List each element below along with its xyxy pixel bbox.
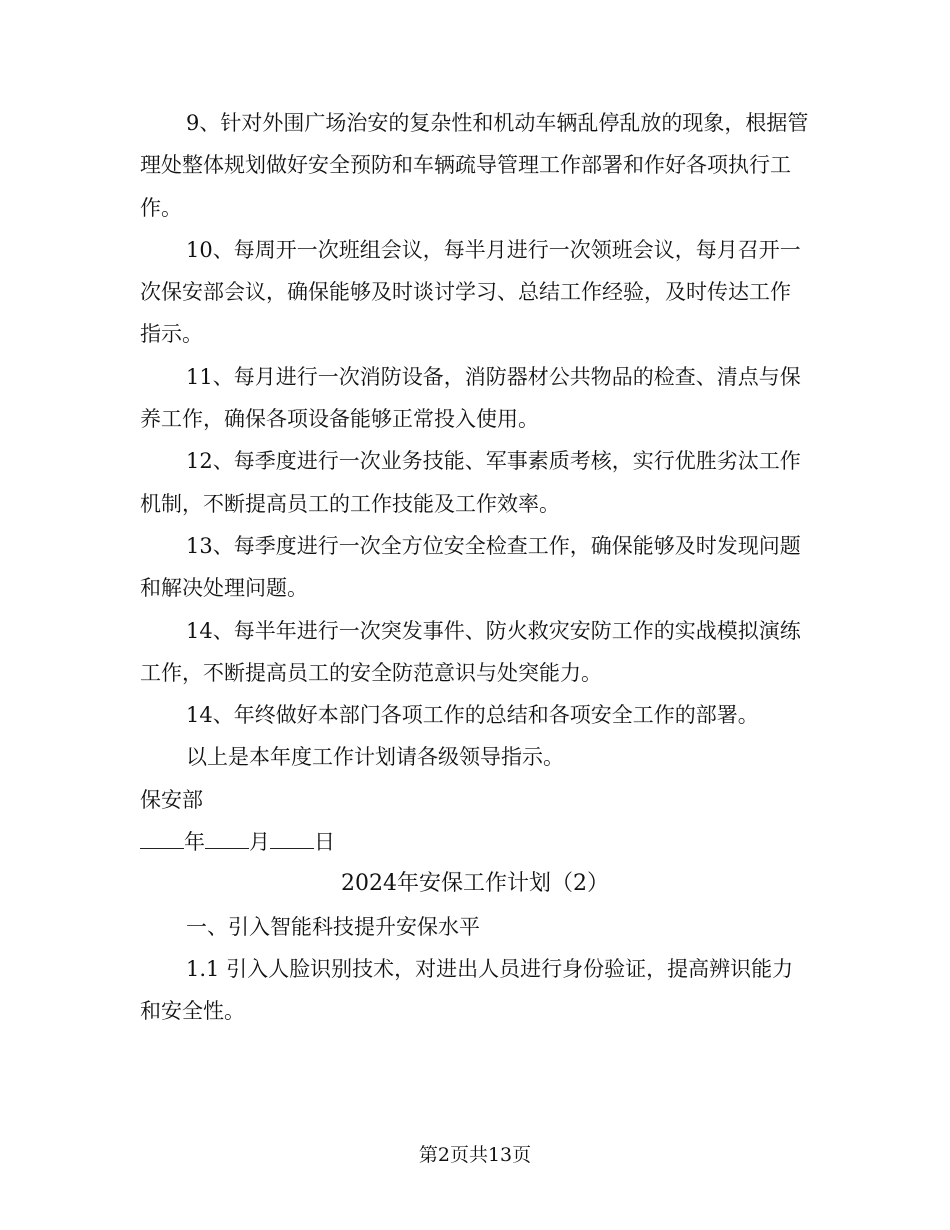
month-label: 月 (249, 830, 270, 855)
section-title: 2024年安保工作计划（2） (341, 871, 609, 897)
paragraph-item-9: 9、针对外围广场治安的复杂性和机动车辆乱停乱放的现象，根据管理处整体规划做好安全预防和车辆疏导管理工作部署和作好各项执行工作。 (140, 111, 809, 220)
day-blank (270, 847, 314, 849)
closing-paragraph: 以上是本年度工作计划请各级领导指示。 (186, 745, 564, 770)
day-label: 日 (314, 830, 335, 855)
paragraph-item-13: 13、每季度进行一次全方位安全检查工作，确保能够及时发现问题和解决处理问题。 (140, 533, 801, 601)
signature-department: 保安部 (140, 787, 203, 812)
paragraph-item-11: 11、每月进行一次消防设备，消防器材公共物品的检查、清点与保养工作，确保各项设备能够正常投入使用。 (140, 364, 801, 432)
page-number-footer: 第2页共13页 (418, 1144, 532, 1166)
signature-date (140, 821, 810, 863)
year-label: 年 (184, 830, 205, 855)
document-body (140, 102, 810, 1033)
subsection-paragraph: 1.1 引入人脸识别技术，对进出人员进行身份验证，提高辨识能力和安全性。 (140, 956, 794, 1024)
paragraph-item-14b: 14、年终做好本部门各项工作的总结和各项安全工作的部署。 (186, 703, 759, 728)
year-blank (140, 847, 184, 849)
section-heading: 一、引入智能科技提升安保水平 (186, 914, 480, 939)
month-blank (205, 847, 249, 849)
paragraph-item-10: 10、每周开一次班组会议，每半月进行一次领班会议，每月召开一次保安部会议，确保能够及时谈讨学习、总结工作经验，及时传达工作指示。 (140, 237, 801, 347)
paragraph-item-14a: 14、每半年进行一次突发事件、防火救灾安防工作的实战模拟演练工作，不断提高员工的安全防范意识与处突能力。 (140, 618, 801, 685)
paragraph-item-12: 12、每季度进行一次业务技能、军事素质考核，实行优胜劣汰工作机制，不断提高员工的工作技能及工作效率。 (140, 449, 801, 516)
